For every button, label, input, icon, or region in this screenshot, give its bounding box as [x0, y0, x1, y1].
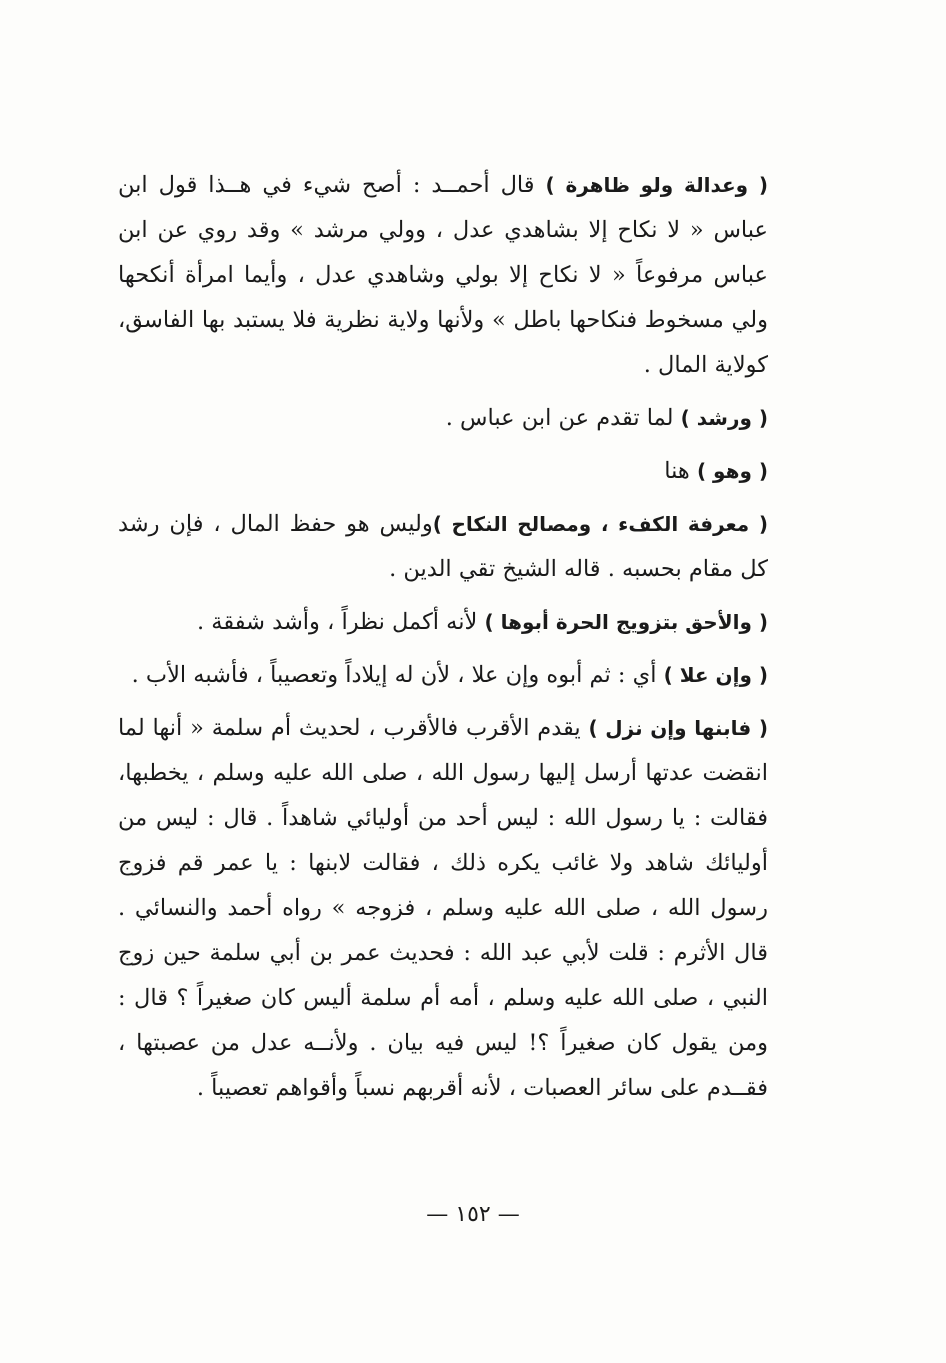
paragraph-text: أي : ثم أبوه وإن علا ، لأن له إيلاداً وتعصيباً ، فأشبه الأب .	[131, 662, 664, 688]
paragraph-lead: ( وإن علا )	[663, 663, 768, 687]
body-text	[118, 163, 768, 1111]
paragraph-wa-huwa	[118, 449, 768, 494]
paragraph-lead: ( والأحق بتزويج الحرة أبوها )	[484, 610, 768, 634]
paragraph-lead: ( فابنها وإن نزل )	[588, 716, 768, 740]
paragraph-text: وليس هو حفظ المال ، فإن رشد كل مقام بحسبه . قاله الشيخ تقي الدين .	[118, 511, 768, 582]
paragraph-rushd	[118, 396, 768, 441]
paragraph-text: قال أحمــد : أصح شيء في هــذا قول ابن عباس « لا نكاح إلا بشاهدي عدل ، وولي مرشد » وقد روي عن ابن عباس مرفوعاً « لا نكاح إلا بولي وشاهدي عدل ، وأيما امرأة أنكحها ولي مسخوط فنكاحها باطل » ولأنها ولاية نظرية فلا يستبد بها الفاسق، كولاية المال .	[118, 172, 768, 378]
paragraph-lead: ( ورشد )	[680, 406, 768, 430]
paragraph-lead: ( وعدالة ولو ظاهرة )	[545, 173, 769, 197]
paragraph-lead: ( وهو )	[696, 459, 768, 483]
paragraph-wa-in-ala	[118, 653, 768, 698]
page-number: — ١٥٢ —	[426, 1202, 520, 1227]
paragraph-lead: ( معرفة الكفء ، ومصالح النكاح )	[432, 512, 768, 536]
paragraph-al-ahaqq	[118, 600, 768, 645]
paragraph-marifat-al-kuf	[118, 502, 768, 592]
paragraph-text: يقدم الأقرب فالأقرب ، لحديث أم سلمة « أنها لما انقضت عدتها أرسل إليها رسول الله ، صلى الله عليه وسلم ، يخطبها، فقالت : يا رسول الله : ليس أحد من أوليائي شاهداً . قال : ليس من أوليائك شاهد ولا غائب يكره ذلك ، فقالت لابنها : يا عمر قم فزوج رسول الله ، صلى الله عليه وسلم ، فزوجه » رواه أحمد والنسائي . قال الأثرم : قلت لأبي عبد الله : فحديث عمر بن أبي سلمة حين زوج النبي ، صلى الله عليه وسلم ، أمه أم سلمة أليس كان صغيراً ؟ قال : ومن يقول كان صغيراً ؟! ليس فيه بيان . ولأنــه عدل من عصبتها ، فقــدم على سائر العصبات ، لأنه أقربهم نسباً وأقواهم تعصيباً .	[118, 715, 768, 1101]
paragraph-text: لما تقدم عن ابن عباس .	[445, 405, 681, 431]
paragraph-text: لأنه أكمل نظراً ، وأشد شفقة .	[197, 609, 485, 635]
paragraph-fabnuha	[118, 706, 768, 1111]
paragraph-adalah	[118, 163, 768, 388]
paragraph-text: هنا	[664, 458, 697, 484]
